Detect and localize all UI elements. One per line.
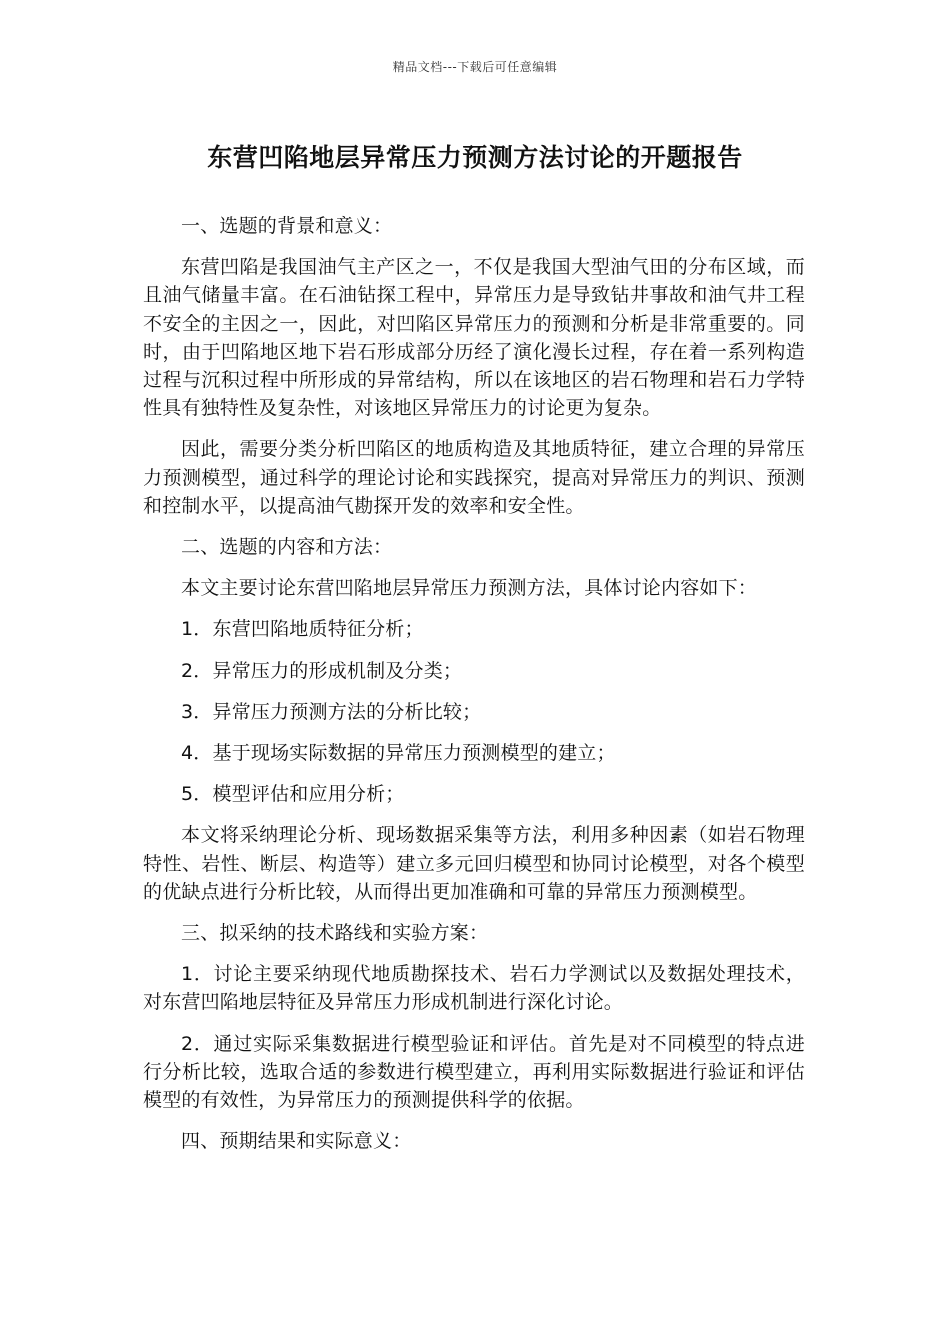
paragraph-route-2: 2．通过实际采集数据进行模型验证和评估。首先是对不同模型的特点进行分析比较，选取合适的参数进行模型建立，再利用实际数据进行验证和评估模型的有效性，为异常压力的预测提供科学的依据。: [143, 1032, 805, 1112]
paragraph-background: 东营凹陷是我国油气主产区之一，不仅是我国大型油气田的分布区域，而且油气储量丰富。在石油钻探工程中，异常压力是导致钻井事故和油气井工程不安全的主因之一，因此，对凹陷区异常压力的预测和分析是非常重要的。同时，由于凹陷地区地下岩石形成部分历经了演化漫长过程，存在着一系列构造过程与沉积过程中所形成的异常结构，所以在该地区的岩石物理和岩石力学特性具有独特性及复杂性，对该地区异常压力的讨论更为复杂。: [143, 256, 805, 420]
paragraph-content-intro: 本文主要讨论东营凹陷地层异常压力预测方法，具体讨论内容如下：: [181, 577, 758, 600]
list-item: 1．东营凹陷地质特征分析；: [181, 618, 424, 641]
section-heading-background: 一、选题的背景和意义：: [181, 215, 393, 237]
list-item: 4．基于现场实际数据的异常压力预测模型的建立；: [181, 742, 616, 765]
list-item: 2．异常压力的形成机制及分类；: [181, 659, 463, 682]
list-item: 3．异常压力预测方法的分析比较；: [181, 700, 482, 723]
paragraph-route-1: 1．讨论主要采纳现代地质勘探技术、岩石力学测试以及数据处理技术，对东营凹陷地层特征及异常压力形成机制进行深化讨论。: [143, 963, 805, 1014]
section-heading-technical-route: 三、拟采纳的技术路线和实验方案：: [181, 922, 489, 945]
document-body: [143, 212, 805, 1168]
header-note: 精品文档---下载后可任意编辑: [392, 60, 558, 74]
section-heading-expected-results: 四、预期结果和实际意义：: [181, 1130, 412, 1153]
section-heading-content: 二、选题的内容和方法：: [181, 536, 393, 559]
paragraph-methods: 本文将采纳理论分析、现场数据采集等方法，利用多种因素（如岩石物理特性、岩性、断层、构造等）建立多元回归模型和协同讨论模型，对各个模型的优缺点进行分析比较，从而得出更加准确和可靠的异常压力预测模型。: [143, 824, 805, 903]
list-item: 5．模型评估和应用分析；: [181, 783, 405, 806]
document-title: 东营凹陷地层异常压力预测方法讨论的开题报告: [207, 143, 743, 172]
paragraph-need: 因此，需要分类分析凹陷区的地质构造及其地质特征，建立合理的异常压力预测模型，通过科学的理论讨论和实践探究，提高对异常压力的判识、预测和控制水平，以提高油气勘探开发的效率和安全性。: [143, 438, 805, 517]
